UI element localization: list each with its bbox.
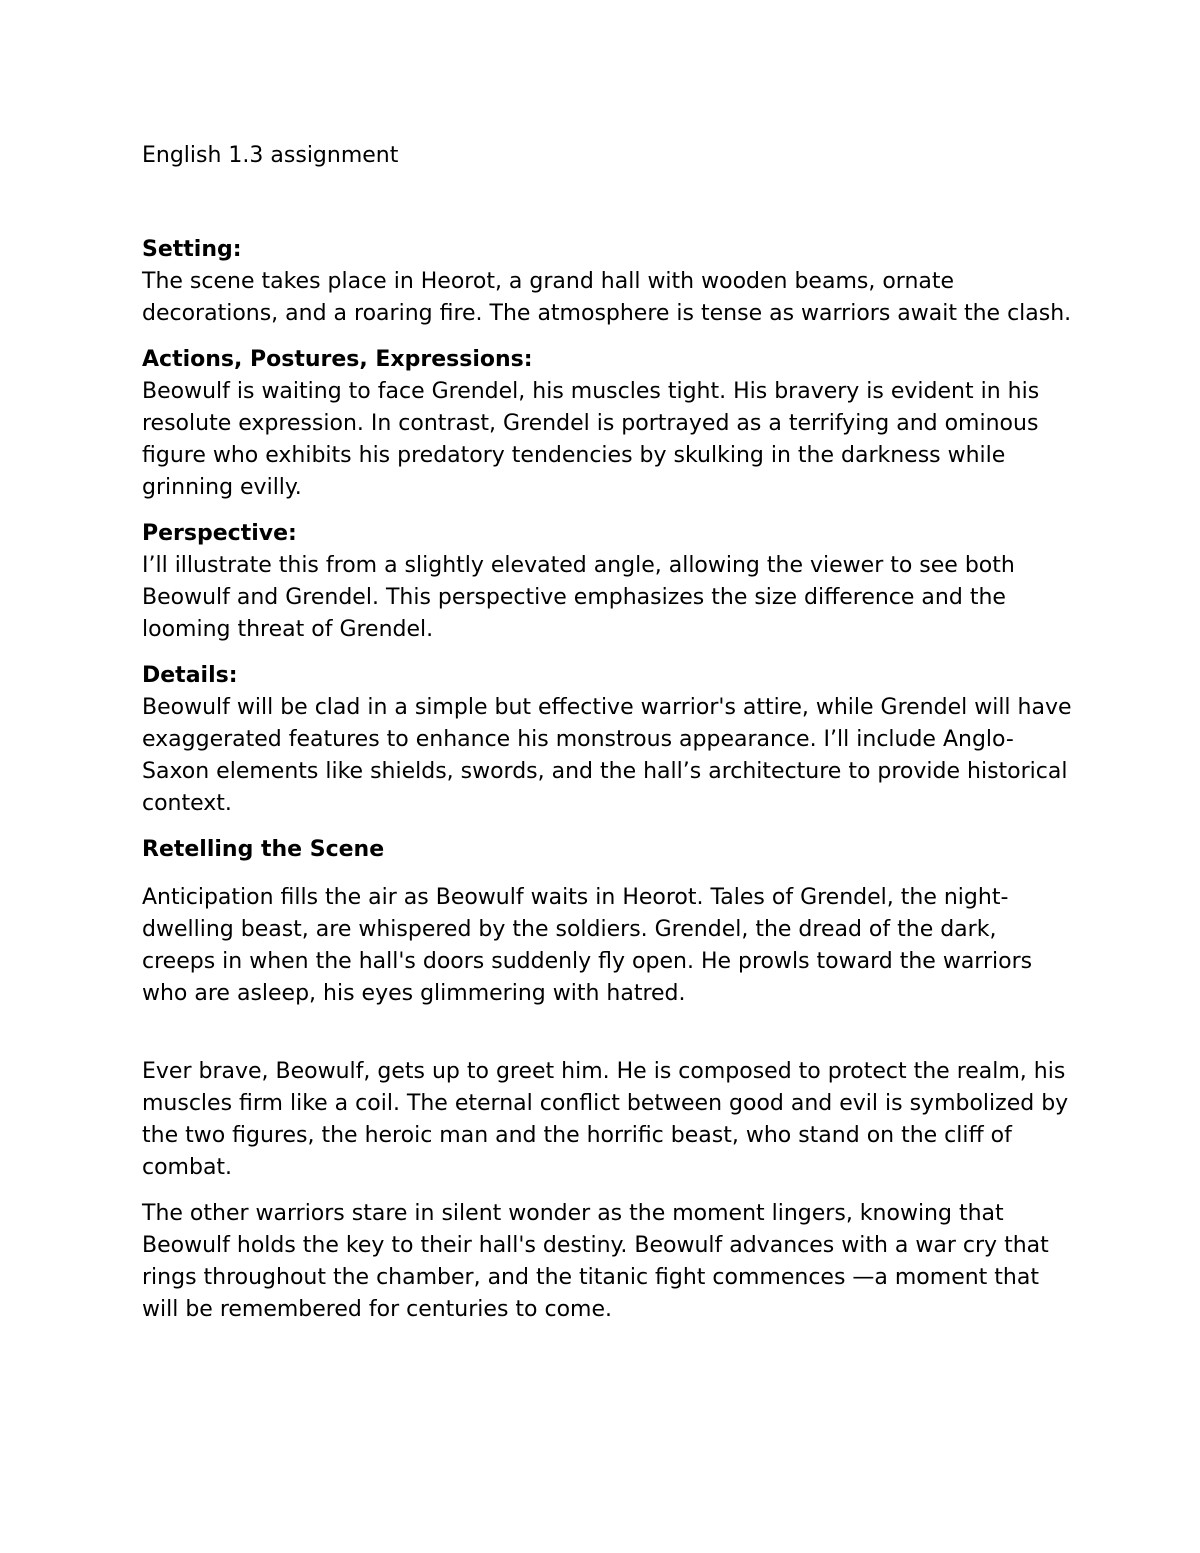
section-text-setting: The scene takes place in Heorot, a grand hall with wooden beams, ornate decorations, and a roaring fire. The atmosphere is tense as warriors await the clash. (142, 269, 1072, 326)
section-heading-details: Details: (142, 663, 238, 688)
document-body (142, 140, 1072, 1326)
section-text-actions: Beowulf is waiting to face Grendel, his muscles tight. His bravery is evident in his resolute expression. In contrast, Grendel is portrayed as a terrifying and ominous figure who exhibits his predatory tendencies by skulking in the darkness while grinning evilly. (142, 379, 1040, 500)
section-details (142, 660, 1072, 820)
section-text-details: Beowulf will be clad in a simple but effective warrior's attire, while Grendel will have exaggerated features to enhance his monstrous appearance. I’ll include Anglo-Saxon elements like shields, swords, and the hall’s architecture to provide historical context. (142, 695, 1072, 816)
section-retelling (142, 834, 1072, 1326)
retelling-heading: Retelling the Scene (142, 837, 385, 862)
section-actions (142, 344, 1072, 504)
section-heading-actions: Actions, Postures, Expressions: (142, 347, 533, 372)
section-text-perspective: I’ll illustrate this from a slightly elevated angle, allowing the viewer to see both Beowulf and Grendel. This perspective emphasizes the size difference and the looming threat of Grendel. (142, 553, 1015, 642)
retelling-paragraph-1: Anticipation fills the air as Beowulf waits in Heorot. Tales of Grendel, the night-dwelling beast, are whispered by the soldiers. Grendel, the dread of the dark, creeps in when the hall's doors suddenly fly open. He prowls toward the warriors who are asleep, his eyes glimmering with hatred. (142, 885, 1033, 1006)
retelling-paragraph-2: Ever brave, Beowulf, gets up to greet him. He is composed to protect the realm, his muscles firm like a coil. The eternal conflict between good and evil is symbolized by the two figures, the heroic man and the horrific beast, who stand on the cliff of combat. (142, 1059, 1069, 1180)
section-setting (142, 234, 1072, 330)
section-heading-perspective: Perspective: (142, 521, 297, 546)
section-perspective (142, 518, 1072, 646)
retelling-paragraph-3: The other warriors stare in silent wonder as the moment lingers, knowing that Beowulf holds the key to their hall's destiny. Beowulf advances with a war cry that rings throughout the chamber, and the titanic fight commences —a moment that will be remembered for centuries to come. (142, 1201, 1049, 1322)
section-heading-setting: Setting: (142, 237, 242, 262)
document-title: English 1.3 assignment (142, 143, 399, 168)
